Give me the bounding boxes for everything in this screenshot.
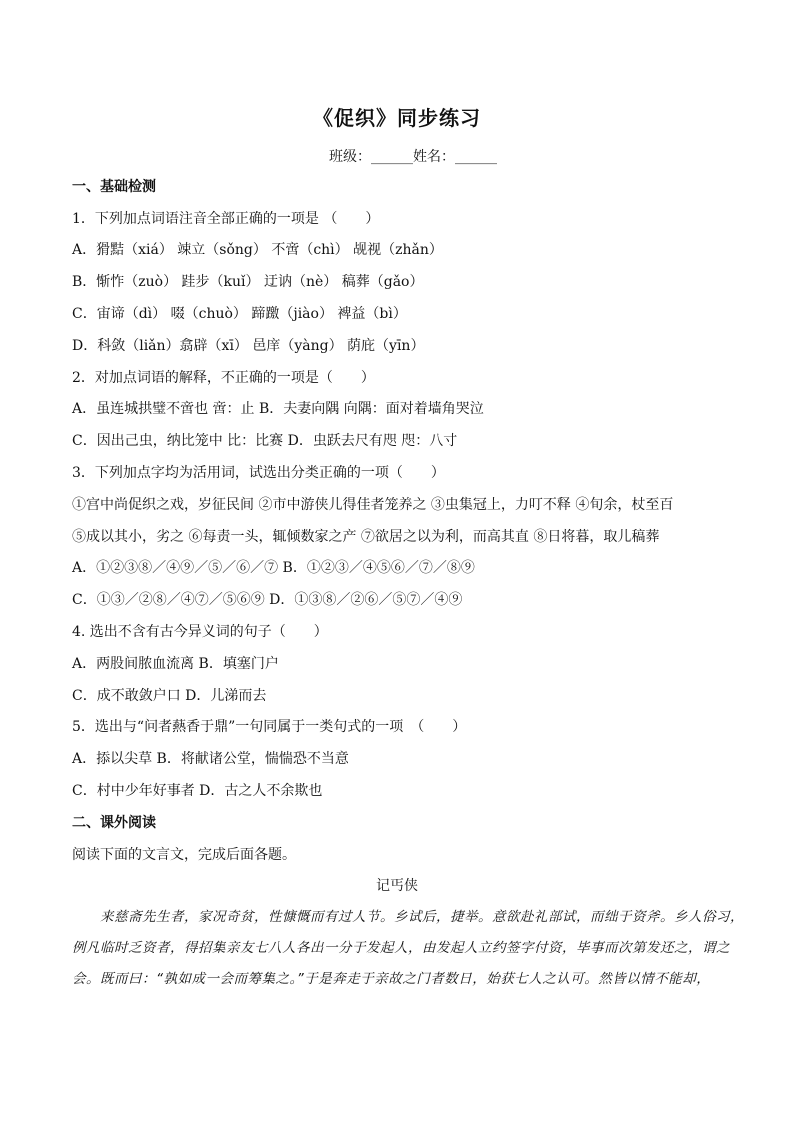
question-5-options-cd: C．村中少年好事者 D．古之人不余欺也 bbox=[72, 783, 323, 799]
question-1-option-c: C．宙谛（dì） 啜（chuò） 蹄躈（jiào） 裨益（bì） bbox=[72, 306, 407, 322]
question-5-stem: 5．选出与“问者爇香于鼎”一句同属于一类句式的一项 （ ） bbox=[72, 719, 467, 735]
question-4-stem: 4. 选出不含有古今异义词的句子（ ） bbox=[72, 624, 328, 640]
section-heading-basic: 一、基础检测 bbox=[72, 179, 156, 195]
question-3-stem: 3．下列加点字均为活用词，试选出分类正确的一项（ ） bbox=[72, 465, 445, 481]
question-1-stem: 1．下列加点词语注音全部正确的一项是 （ ） bbox=[72, 211, 380, 227]
passage-title: 记丐侠 bbox=[376, 878, 418, 894]
question-4-options-ab: A．两股间脓血流离 B．填塞门户 bbox=[72, 656, 279, 672]
question-2-options-cd: C．因出己虫，纳比笼中 比：比赛 D．虫跃去尺有咫 咫：八寸 bbox=[72, 433, 458, 449]
question-5-options-ab: A．掭以尖草 B．将献诸公堂，惴惴恐不当意 bbox=[72, 751, 349, 767]
question-4-options-cd: C．成不敢敛户口 D．儿涕而去 bbox=[72, 688, 267, 704]
passage-text bbox=[72, 902, 744, 995]
question-2-options-ab: A．虽连城拱璧不啻也 啻：止 B．夫妻向隅 向隅：面对着墙角哭泣 bbox=[72, 401, 484, 417]
passage-line: 来慈斋先生者，家况奇贫，性慷慨而有过人节。乡试后，捷举。意欲赴礼部试，而绌于资斧。乡人俗习， bbox=[100, 909, 744, 925]
passage-line: 例凡临时乏资者，得招集亲友七八人各出一分于发起人，由发起人立约签字付资，毕事而次第发还之，谓之 bbox=[72, 940, 730, 956]
question-1-option-d: D．科敛（liǎn）翕辟（xī） 邑庠（yàng） 荫庇（yīn） bbox=[72, 338, 425, 354]
section-heading-reading: 二、课外阅读 bbox=[72, 815, 156, 831]
question-3-items-2: ⑤成以其小，劣之 ⑥每责一头，辄倾数家之产 ⑦欲居之以为利，而高其直 ⑧日将暮，取儿稿葬 bbox=[72, 529, 660, 545]
question-2-stem: 2．对加点词语的解释，不正确的一项是（ ） bbox=[72, 370, 375, 386]
passage-line: 会。既而曰：“孰如成一会而筹集之。”于是奔走于亲故之门者数日，始获七人之认可。然皆以情不能却， bbox=[72, 971, 711, 987]
page-title: 《促织》同步练习 bbox=[313, 106, 481, 130]
question-1-option-a: A．猾黠（xiá） 竦立（sǒng） 不啻（chì） 觇视（zhǎn） bbox=[72, 242, 443, 258]
question-3-options-cd: C．①③／②⑧／④⑦／⑤⑥⑨ D．①③⑧／②⑥／⑤⑦／④⑨ bbox=[72, 592, 463, 608]
reading-instruction: 阅读下面的文言文，完成后面各题。 bbox=[72, 847, 296, 863]
question-3-items-1: ①宫中尚促织之戏，岁征民间 ②市中游侠儿得佳者笼养之 ③虫集冠上，力叮不释 ④旬余，杖至百 bbox=[72, 497, 674, 513]
question-3-options-ab: A．①②③⑧／④⑨／⑤／⑥／⑦ B．①②③／④⑤⑥／⑦／⑧⑨ bbox=[72, 560, 475, 576]
class-name-line: 班级：______姓名：______ bbox=[329, 149, 497, 165]
question-1-option-b: B．惭怍（zuò） 跬步（kuǐ） 迂讷（nè） 稿葬（gǎo） bbox=[72, 274, 424, 290]
